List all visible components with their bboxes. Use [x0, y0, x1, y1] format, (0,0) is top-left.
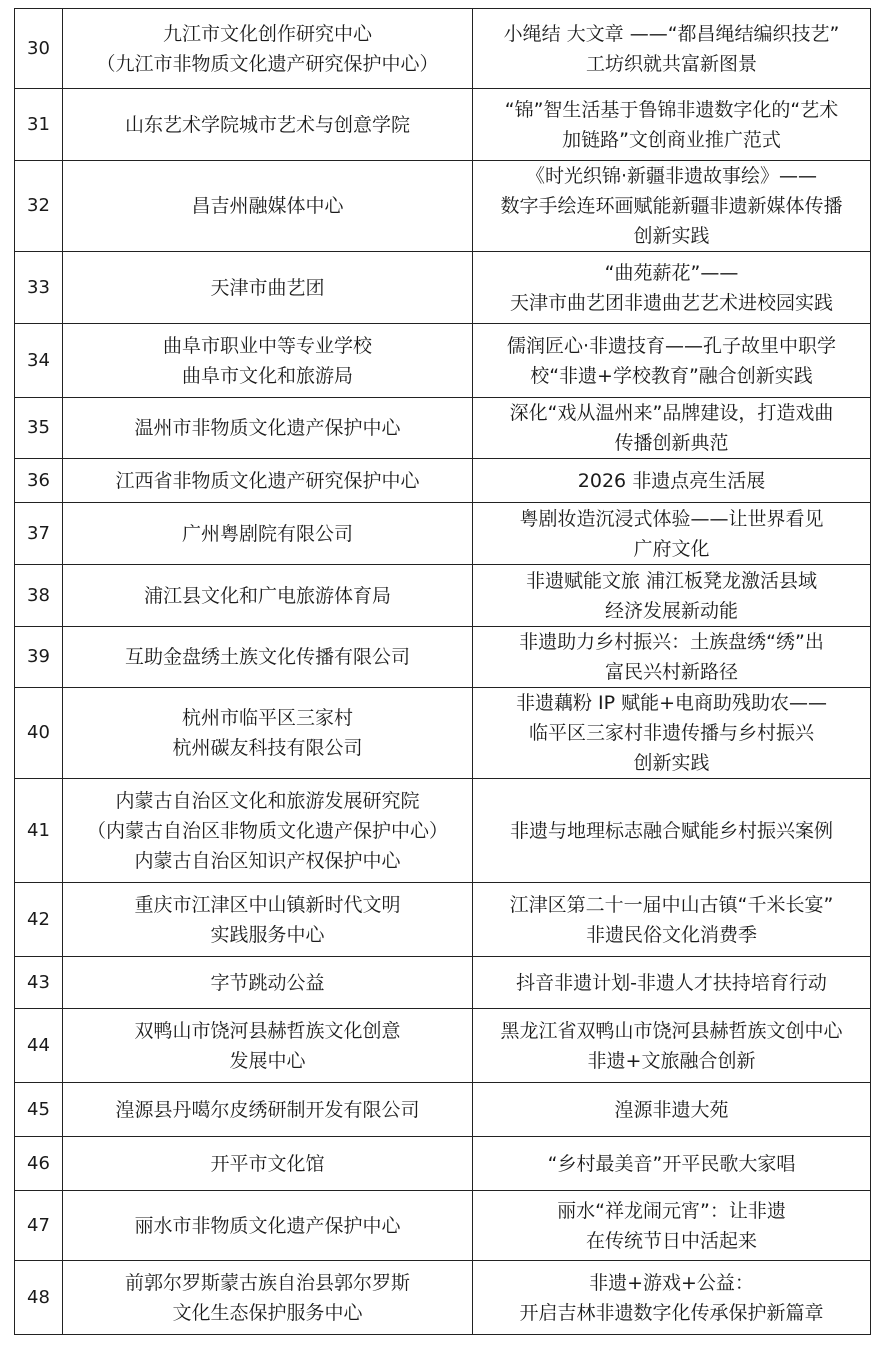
row-number-cell: 46 — [15, 1137, 63, 1191]
organization-cell: 字节跳动公益 — [63, 957, 473, 1009]
organization-cell: 昌吉州融媒体中心 — [63, 161, 473, 252]
project-name-cell: 抖音非遗计划-非遗人才扶持培育行动 — [473, 957, 871, 1009]
organization-cell: 广州粤剧院有限公司 — [63, 503, 473, 565]
project-name-cell: “锦”智生活基于鲁锦非遗数字化的“艺术 加链路”文创商业推广范式 — [473, 89, 871, 161]
table-row — [15, 779, 871, 883]
row-number-cell: 35 — [15, 398, 63, 459]
organization-cell: 开平市文化馆 — [63, 1137, 473, 1191]
project-name-cell: 《时光织锦·新疆非遗故事绘》—— 数字手绘连环画赋能新疆非遗新媒体传播 创新实践 — [473, 161, 871, 252]
row-number-cell: 30 — [15, 9, 63, 89]
table-row — [15, 89, 871, 161]
row-number-cell: 32 — [15, 161, 63, 252]
project-name-cell: 儒润匠心·非遗技育——孔子故里中职学 校“非遗+学校教育”融合创新实践 — [473, 324, 871, 398]
project-name-cell: 粤剧妆造沉浸式体验——让世界看见 广府文化 — [473, 503, 871, 565]
case-list-table — [14, 8, 871, 1335]
organization-cell: 天津市曲艺团 — [63, 252, 473, 324]
project-name-cell: “乡村最美音”开平民歌大家唱 — [473, 1137, 871, 1191]
row-number-cell: 43 — [15, 957, 63, 1009]
row-number-cell: 33 — [15, 252, 63, 324]
row-number-cell: 45 — [15, 1083, 63, 1137]
project-name-cell: 黑龙江省双鸭山市饶河县赫哲族文创中心 非遗+文旅融合创新 — [473, 1009, 871, 1083]
row-number-cell: 31 — [15, 89, 63, 161]
project-name-cell: 非遗+游戏+公益： 开启吉林非遗数字化传承保护新篇章 — [473, 1261, 871, 1335]
table-row — [15, 883, 871, 957]
row-number-cell: 37 — [15, 503, 63, 565]
row-number-cell: 41 — [15, 779, 63, 883]
table-row — [15, 161, 871, 252]
table-row — [15, 503, 871, 565]
project-name-cell: 丽水“祥龙闹元宵”：让非遗 在传统节日中活起来 — [473, 1191, 871, 1261]
project-name-cell: 非遗助力乡村振兴：土族盘绣“绣”出 富民兴村新路径 — [473, 627, 871, 688]
table-row — [15, 627, 871, 688]
organization-cell: 重庆市江津区中山镇新时代文明 实践服务中心 — [63, 883, 473, 957]
organization-cell: 温州市非物质文化遗产保护中心 — [63, 398, 473, 459]
organization-cell: 内蒙古自治区文化和旅游发展研究院 （内蒙古自治区非物质文化遗产保护中心） 内蒙古自治区知识产权保护中心 — [63, 779, 473, 883]
organization-cell: 曲阜市职业中等专业学校 曲阜市文化和旅游局 — [63, 324, 473, 398]
project-name-cell: “曲苑薪花”—— 天津市曲艺团非遗曲艺艺术进校园实践 — [473, 252, 871, 324]
row-number-cell: 48 — [15, 1261, 63, 1335]
table-row — [15, 1261, 871, 1335]
table-row — [15, 459, 871, 503]
table-row — [15, 957, 871, 1009]
organization-cell: 湟源县丹噶尔皮绣研制开发有限公司 — [63, 1083, 473, 1137]
organization-cell: 丽水市非物质文化遗产保护中心 — [63, 1191, 473, 1261]
table-row — [15, 565, 871, 627]
row-number-cell: 40 — [15, 688, 63, 779]
table-row — [15, 1009, 871, 1083]
row-number-cell: 34 — [15, 324, 63, 398]
organization-cell: 江西省非物质文化遗产研究保护中心 — [63, 459, 473, 503]
table-row — [15, 1137, 871, 1191]
row-number-cell: 36 — [15, 459, 63, 503]
table-row — [15, 398, 871, 459]
project-name-cell: 非遗赋能文旅 浦江板凳龙激活县域 经济发展新动能 — [473, 565, 871, 627]
project-name-cell: 非遗藕粉 IP 赋能+电商助残助农—— 临平区三家村非遗传播与乡村振兴 创新实践 — [473, 688, 871, 779]
row-number-cell: 38 — [15, 565, 63, 627]
row-number-cell: 47 — [15, 1191, 63, 1261]
table-row — [15, 324, 871, 398]
project-name-cell: 2026 非遗点亮生活展 — [473, 459, 871, 503]
project-name-cell: 小绳结 大文章 ——“都昌绳结编织技艺” 工坊织就共富新图景 — [473, 9, 871, 89]
table-body — [15, 9, 871, 1335]
table-row — [15, 9, 871, 89]
project-name-cell: 湟源非遗大苑 — [473, 1083, 871, 1137]
organization-cell: 浦江县文化和广电旅游体育局 — [63, 565, 473, 627]
table-row — [15, 1083, 871, 1137]
organization-cell: 九江市文化创作研究中心 （九江市非物质文化遗产研究保护中心） — [63, 9, 473, 89]
project-name-cell: 深化“戏从温州来”品牌建设，打造戏曲 传播创新典范 — [473, 398, 871, 459]
row-number-cell: 39 — [15, 627, 63, 688]
project-name-cell: 非遗与地理标志融合赋能乡村振兴案例 — [473, 779, 871, 883]
row-number-cell: 42 — [15, 883, 63, 957]
organization-cell: 前郭尔罗斯蒙古族自治县郭尔罗斯 文化生态保护服务中心 — [63, 1261, 473, 1335]
table-row — [15, 252, 871, 324]
table-row — [15, 1191, 871, 1261]
organization-cell: 互助金盘绣土族文化传播有限公司 — [63, 627, 473, 688]
organization-cell: 杭州市临平区三家村 杭州碳友科技有限公司 — [63, 688, 473, 779]
row-number-cell: 44 — [15, 1009, 63, 1083]
organization-cell: 山东艺术学院城市艺术与创意学院 — [63, 89, 473, 161]
table-row — [15, 688, 871, 779]
project-name-cell: 江津区第二十一届中山古镇“千米长宴” 非遗民俗文化消费季 — [473, 883, 871, 957]
organization-cell: 双鸭山市饶河县赫哲族文化创意 发展中心 — [63, 1009, 473, 1083]
